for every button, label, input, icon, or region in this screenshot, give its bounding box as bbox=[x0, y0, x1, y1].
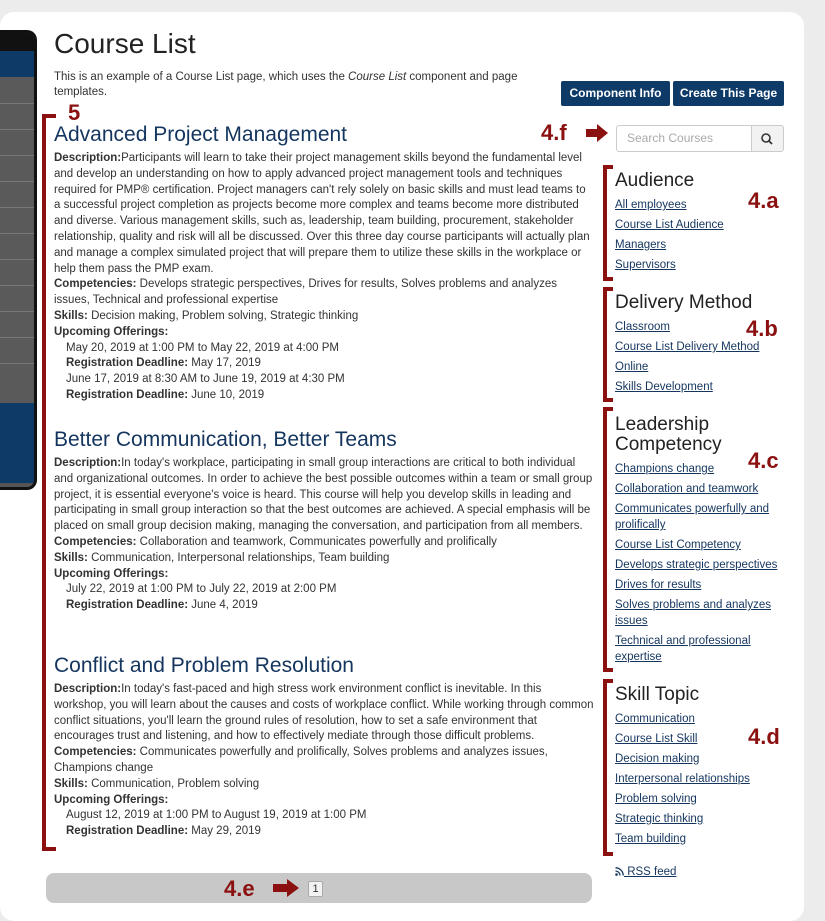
annotation-skill: 4.d bbox=[748, 724, 780, 749]
facet-title: Delivery Method bbox=[615, 292, 753, 313]
facet-link[interactable]: Classroom bbox=[615, 321, 670, 333]
facet-link[interactable]: Team building bbox=[615, 833, 686, 845]
facet-link[interactable]: Communicates powerfully and prolifically bbox=[615, 503, 770, 531]
facet-link[interactable]: Champions change bbox=[615, 463, 715, 475]
facet-link[interactable]: Decision making bbox=[615, 753, 700, 765]
facet-audience bbox=[615, 171, 787, 277]
audience-bracket bbox=[603, 165, 613, 281]
delivery-bracket bbox=[603, 287, 613, 402]
page-intro: This is an example of a Course List page, which uses the Course List component and page templates. bbox=[54, 71, 518, 98]
annotation-leadership: 4.c bbox=[748, 448, 779, 473]
facet-title: Audience bbox=[615, 170, 695, 191]
facet-link[interactable]: Skills Development bbox=[615, 381, 713, 393]
facet-link[interactable]: Drives for results bbox=[615, 579, 702, 591]
facet-link[interactable]: Strategic thinking bbox=[615, 813, 704, 825]
facet-skill bbox=[615, 685, 787, 851]
course-item: Better Communication, Better Teams Description:In today's workplace, participating in small group interactions are critical to both individual and organizational outcomes. In order to achieve the best possible outcomes within a team or small group project, it is essential everyone's voice is heard. This course will help you develop skills in leading and participating in small group interaction so that the best outcomes are achieved. A special emphasis will be placed on small group decision making, managing the conversation, and participation from all members. Competencies: Collaboration and teamwork, Communicates powerfully and prolifically Skills: Communication, Interpersonal relationships, Team building Upcoming Offerings: July 22, 2019 at 1:00 PM to July 22, 2019 at 2:00 PM Registration Deadline: June 4, 2019 bbox=[54, 428, 593, 612]
facet-title: Skill Topic bbox=[615, 684, 700, 705]
course-title[interactable]: Conflict and Problem Resolution bbox=[54, 654, 354, 677]
facet-link[interactable]: Technical and professional expertise bbox=[615, 635, 751, 663]
facet-link[interactable]: Problem solving bbox=[615, 793, 697, 805]
facet-link[interactable]: Online bbox=[615, 361, 649, 373]
annotation-audience: 4.a bbox=[748, 188, 779, 213]
left-nav-edge bbox=[0, 30, 37, 490]
facet-link[interactable]: Collaboration and teamwork bbox=[615, 483, 759, 495]
search-input[interactable]: Search Courses bbox=[616, 125, 752, 152]
course-item: Conflict and Problem Resolution Description:In today's fast-paced and high stress work environment conflict is inevitable. In this workshop, you will learn about the causes and costs of workplace conflict. While working through common conflict situations, you'll learn the ground rules of resolution, how to set a safe environment that encourages trust and listening, and how to effectively mediate through those difficult problems. Competencies: Communicates powerfully and prolifically, Solves problems and analyzes issues, Champions change Skills: Communication, Problem solving Upcoming Offerings: August 12, 2019 at 1:00 PM to August 19, 2019 at 1:00 PM Registration Deadline: May 29, 2019 bbox=[54, 654, 594, 838]
annotation-search: 4.f bbox=[541, 120, 567, 145]
facet-link[interactable]: Communication bbox=[615, 713, 695, 725]
facet-link[interactable]: Course List Skill bbox=[615, 733, 698, 745]
facet-link[interactable]: Develops strategic perspectives bbox=[615, 559, 778, 571]
course-title[interactable]: Better Communication, Better Teams bbox=[54, 428, 397, 451]
rss-icon bbox=[615, 867, 624, 876]
facet-link[interactable]: Course List Competency bbox=[615, 539, 741, 551]
component-info-button[interactable]: Component Info bbox=[561, 81, 670, 106]
search-button[interactable] bbox=[751, 125, 784, 152]
facet-title: Leadership Competency bbox=[615, 414, 722, 455]
create-page-button[interactable]: Create This Page bbox=[673, 81, 784, 106]
skill-bracket bbox=[603, 679, 613, 856]
facet-delivery bbox=[615, 293, 787, 399]
annotation-pager: 4.e bbox=[224, 876, 255, 901]
facet-link[interactable]: All employees bbox=[615, 199, 687, 211]
page-number-current[interactable]: 1 bbox=[308, 881, 323, 897]
facet-link[interactable]: Managers bbox=[615, 239, 667, 251]
facet-link[interactable]: Supervisors bbox=[615, 259, 676, 271]
page-title: Course List bbox=[54, 28, 196, 59]
annotation-delivery: 4.b bbox=[746, 316, 778, 341]
course-title[interactable]: Advanced Project Management bbox=[54, 123, 348, 146]
facet-link[interactable]: Course List Audience bbox=[615, 219, 724, 231]
facet-link[interactable]: Course List Delivery Method bbox=[615, 341, 760, 353]
annotation-arrow-pager bbox=[273, 879, 299, 897]
facet-link[interactable]: Interpersonal relationships bbox=[615, 773, 750, 785]
facet-link[interactable]: Solves problems and analyzes issues bbox=[615, 599, 771, 627]
leadership-bracket bbox=[603, 407, 613, 672]
rss-feed-link[interactable]: RSS feed bbox=[615, 866, 676, 878]
annotation-courses: 5 bbox=[68, 100, 81, 125]
course-item: Advanced Project Management Description:Participants will learn to take their project management skills beyond the fundamental level and develop an understanding on how to apply advanced project management tools and techniques required for PMP® certification. Project managers can't rely solely on basic skills and must lead teams to a successful project completion as projects become more complex and teams become more distributed and diverse. Various management skills, such as, leadership, team building, procurement, stakeholder relationship, quality and risk will all be discussed. Over this three day course participants will actually plan and manage a complex simulated project that will prepare them to utilize these skills in the workplace or help them pass the PMP exam. Competencies: Develops strategic perspectives, Drives for results, Solves problems and analyzes issues, Technical and professional expertise Skills: Decision making, Problem solving, Strategic thinking Upcoming Offerings: May 20, 2019 at 1:00 PM to May 22, 2019 at 4:00 PM Registration Deadline: May 17, 2019 June 17, 2019 at 8:30 AM to June 19, 2019 at 4:30 PM Registration Deadline: June 10, 2019 bbox=[54, 122, 594, 404]
search-icon bbox=[752, 126, 783, 151]
